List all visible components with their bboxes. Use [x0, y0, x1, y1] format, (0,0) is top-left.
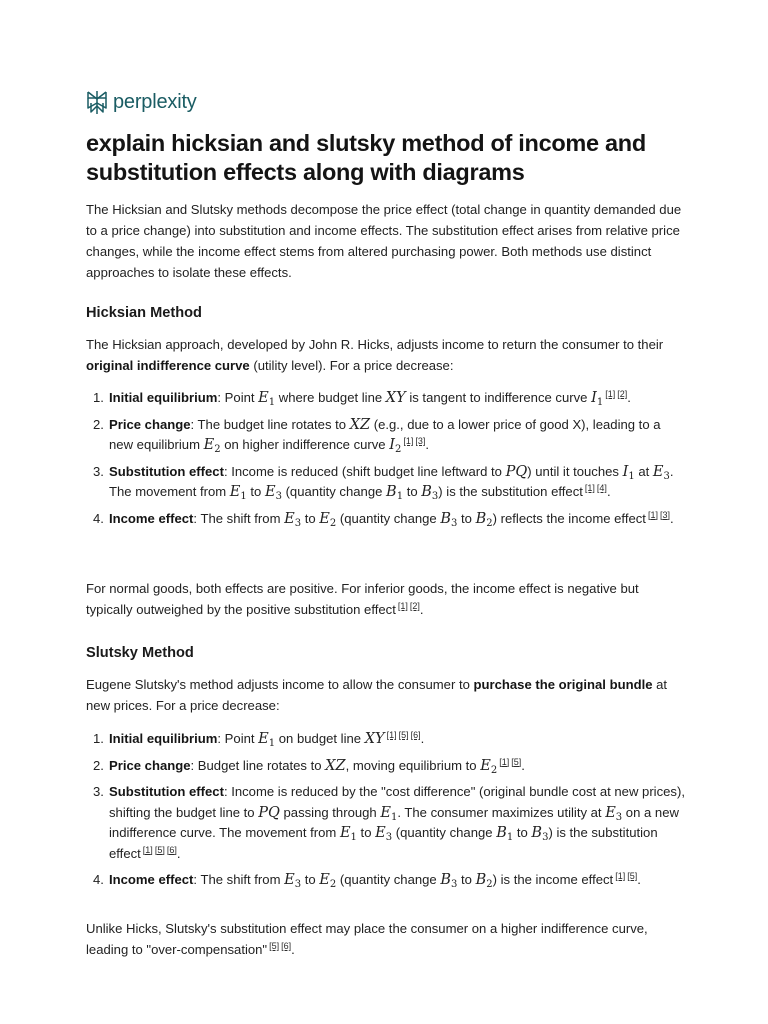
math-symbol: $B_2$: [475, 510, 493, 529]
math-symbol: $E_1$: [258, 731, 276, 749]
citation-link[interactable]: [6]: [410, 730, 421, 740]
citation-link[interactable]: [1]: [499, 756, 510, 767]
math-symbol: $B_2$: [475, 872, 493, 890]
math-symbol: $B_1$: [496, 825, 514, 843]
citation-link[interactable]: [3]: [415, 436, 426, 446]
list-item: 2. Price change: Budget line rotates to XZ, moving equilibrium to $E_2[1]$ [5].: [93, 756, 525, 776]
math-symbol: $E_2$: [319, 872, 337, 890]
slutsky-conclusion: Unlike Hicks, Slutsky's substitution effect may place the consumer on a higher indifference curve, leading to "over-compensation" [5] [6].: [86, 921, 648, 957]
math-symbol: $E_3$: [375, 825, 393, 843]
citation-link[interactable]: [6]: [281, 941, 292, 951]
math-symbol: $E_1$: [380, 804, 398, 823]
brand-name: perplexity: [113, 91, 197, 113]
citation-link[interactable]: [1]: [397, 601, 408, 611]
math-symbol: PQ: [505, 463, 528, 480]
math-symbol: $E_1$: [229, 484, 247, 502]
hicksian-heading: Hicksian Method: [86, 305, 202, 321]
hicksian-intro-bold: original indifference curve: [86, 358, 250, 373]
slutsky-heading: Slutsky Method: [86, 645, 194, 661]
intro-paragraph: The Hicksian and Slutsky methods decompose the price effect (total change in quantity demanded due to a price change) into substitution and income effects. The substitution effect arises from relative price changes, while the income effect stems from altered purchasing power. Both methods use distinct approaches to isolate these effects.: [86, 202, 682, 280]
page-title: explain hicksian and slutsky method of income and substitution effects along with diagrams: [86, 130, 646, 185]
math-symbol: $E_2$: [319, 510, 337, 529]
math-symbol: XY: [385, 390, 406, 406]
math-symbol: $I_1$: [622, 463, 635, 482]
math-symbol: $E_1$: [339, 825, 357, 843]
citation-link[interactable]: [6]: [166, 844, 177, 855]
citation-link[interactable]: [1]: [605, 389, 616, 399]
perplexity-logo-icon: [86, 90, 108, 115]
citation-link[interactable]: [1]: [615, 871, 626, 881]
math-symbol: $I_2$: [389, 437, 402, 455]
list-item: 4. Income effect: The shift from $E_3$ to $E_2$ (quantity change $B_3$ to $B_2$) reflects the income effect [1] [3].: [93, 509, 674, 529]
math-symbol: XZ: [325, 757, 346, 774]
math-symbol: $I_1$: [591, 390, 604, 408]
hicksian-conclusion: For normal goods, both effects are positive. For inferior goods, the income effect is negative but typically outweighed by the positive substitution effect [1] [2].: [86, 581, 639, 617]
citation-link[interactable]: [2]: [409, 601, 420, 611]
math-symbol: $E_2$: [203, 437, 221, 455]
slutsky-steps: [86, 729, 686, 891]
list-item: 4. Income effect: The shift from $E_3$ to $E_2$ (quantity change $B_3$ to $B_2$) is the income effect [1] [5].: [93, 871, 641, 890]
perplexity-logo[interactable]: [86, 89, 197, 115]
list-item: 1. Initial equilibrium: Point $E_1$ where budget line XY is tangent to indifference curve $I_1[1]$ [2].: [93, 389, 631, 408]
citation-link[interactable]: [5]: [511, 756, 522, 767]
math-symbol: $B_3$: [531, 825, 549, 843]
math-symbol: $B_3$: [440, 510, 458, 529]
citation-link[interactable]: [4]: [596, 483, 607, 493]
citation-link[interactable]: [1]: [647, 509, 658, 520]
citation-link[interactable]: [1]: [403, 436, 414, 446]
math-symbol: $E_3$: [284, 510, 302, 529]
math-symbol: XZ: [349, 416, 371, 433]
citation-link[interactable]: [1]: [142, 844, 153, 855]
slutsky-intro-bold: purchase the original bundle: [473, 677, 653, 692]
math-symbol: $B_3$: [440, 872, 458, 890]
math-symbol: $B_3$: [421, 484, 439, 502]
citation-link[interactable]: [5]: [627, 871, 638, 881]
math-symbol: $E_3$: [264, 484, 282, 502]
slutsky-intro: Eugene Slutsky's method adjusts income to allow the consumer to purchase the original bundle at new prices. For a price decrease:: [86, 677, 668, 713]
math-symbol: $E_3$: [652, 463, 670, 482]
list-item: 3. Substitution effect: Income is reduced (shift budget line leftward to PQ) until it touches $I_1$ at $E_3$. The movement from $E_1$ to $E_3$ (quantity change $B_1$ to $B_3$) is the substitution effect [1] [4].: [93, 463, 674, 502]
list-item: 3. Substitution effect: Income is reduced by the "cost difference" (original bundle cost at new prices), shifting the budget line to PQ passing through $E_1$. The consumer maximizes utility at $E_3$ on a new indifference curve. The movement from $E_1$ to $E_3$ (quantity change $B_1$ to $B_3$) is the substitution effect [1] [5] [6].: [93, 784, 685, 861]
math-symbol: $E_3$: [284, 872, 302, 890]
math-symbol: $E_1$: [258, 390, 276, 408]
citation-link[interactable]: [5]: [154, 844, 165, 855]
math-symbol: XY: [364, 731, 385, 747]
citation-link[interactable]: [3]: [659, 509, 670, 520]
citation-link[interactable]: [2]: [617, 389, 628, 399]
citation-link[interactable]: [5]: [269, 941, 280, 951]
math-symbol: $B_1$: [386, 484, 404, 502]
math-symbol: PQ: [258, 804, 280, 821]
hicksian-steps: [86, 388, 686, 529]
list-item: 2. Price change: The budget line rotates to XZ (e.g., due to a lower price of good X), leading to a new equilibrium $E_2$ on higher indifference curve $I_2[1]$ [3].: [93, 416, 661, 455]
list-item: 1. Initial equilibrium: Point $E_1$ on budget line XY [1] [5] [6].: [93, 730, 425, 749]
math-symbol: $E_2$: [480, 757, 498, 776]
hicksian-intro: The Hicksian approach, developed by John R. Hicks, adjusts income to return the consumer to their original indifference curve (utility level). For a price decrease:: [86, 337, 664, 373]
citation-link[interactable]: [1]: [386, 730, 397, 740]
math-symbol: $E_3$: [605, 804, 623, 823]
citation-link[interactable]: [1]: [584, 483, 595, 493]
citation-link[interactable]: [5]: [398, 730, 409, 740]
